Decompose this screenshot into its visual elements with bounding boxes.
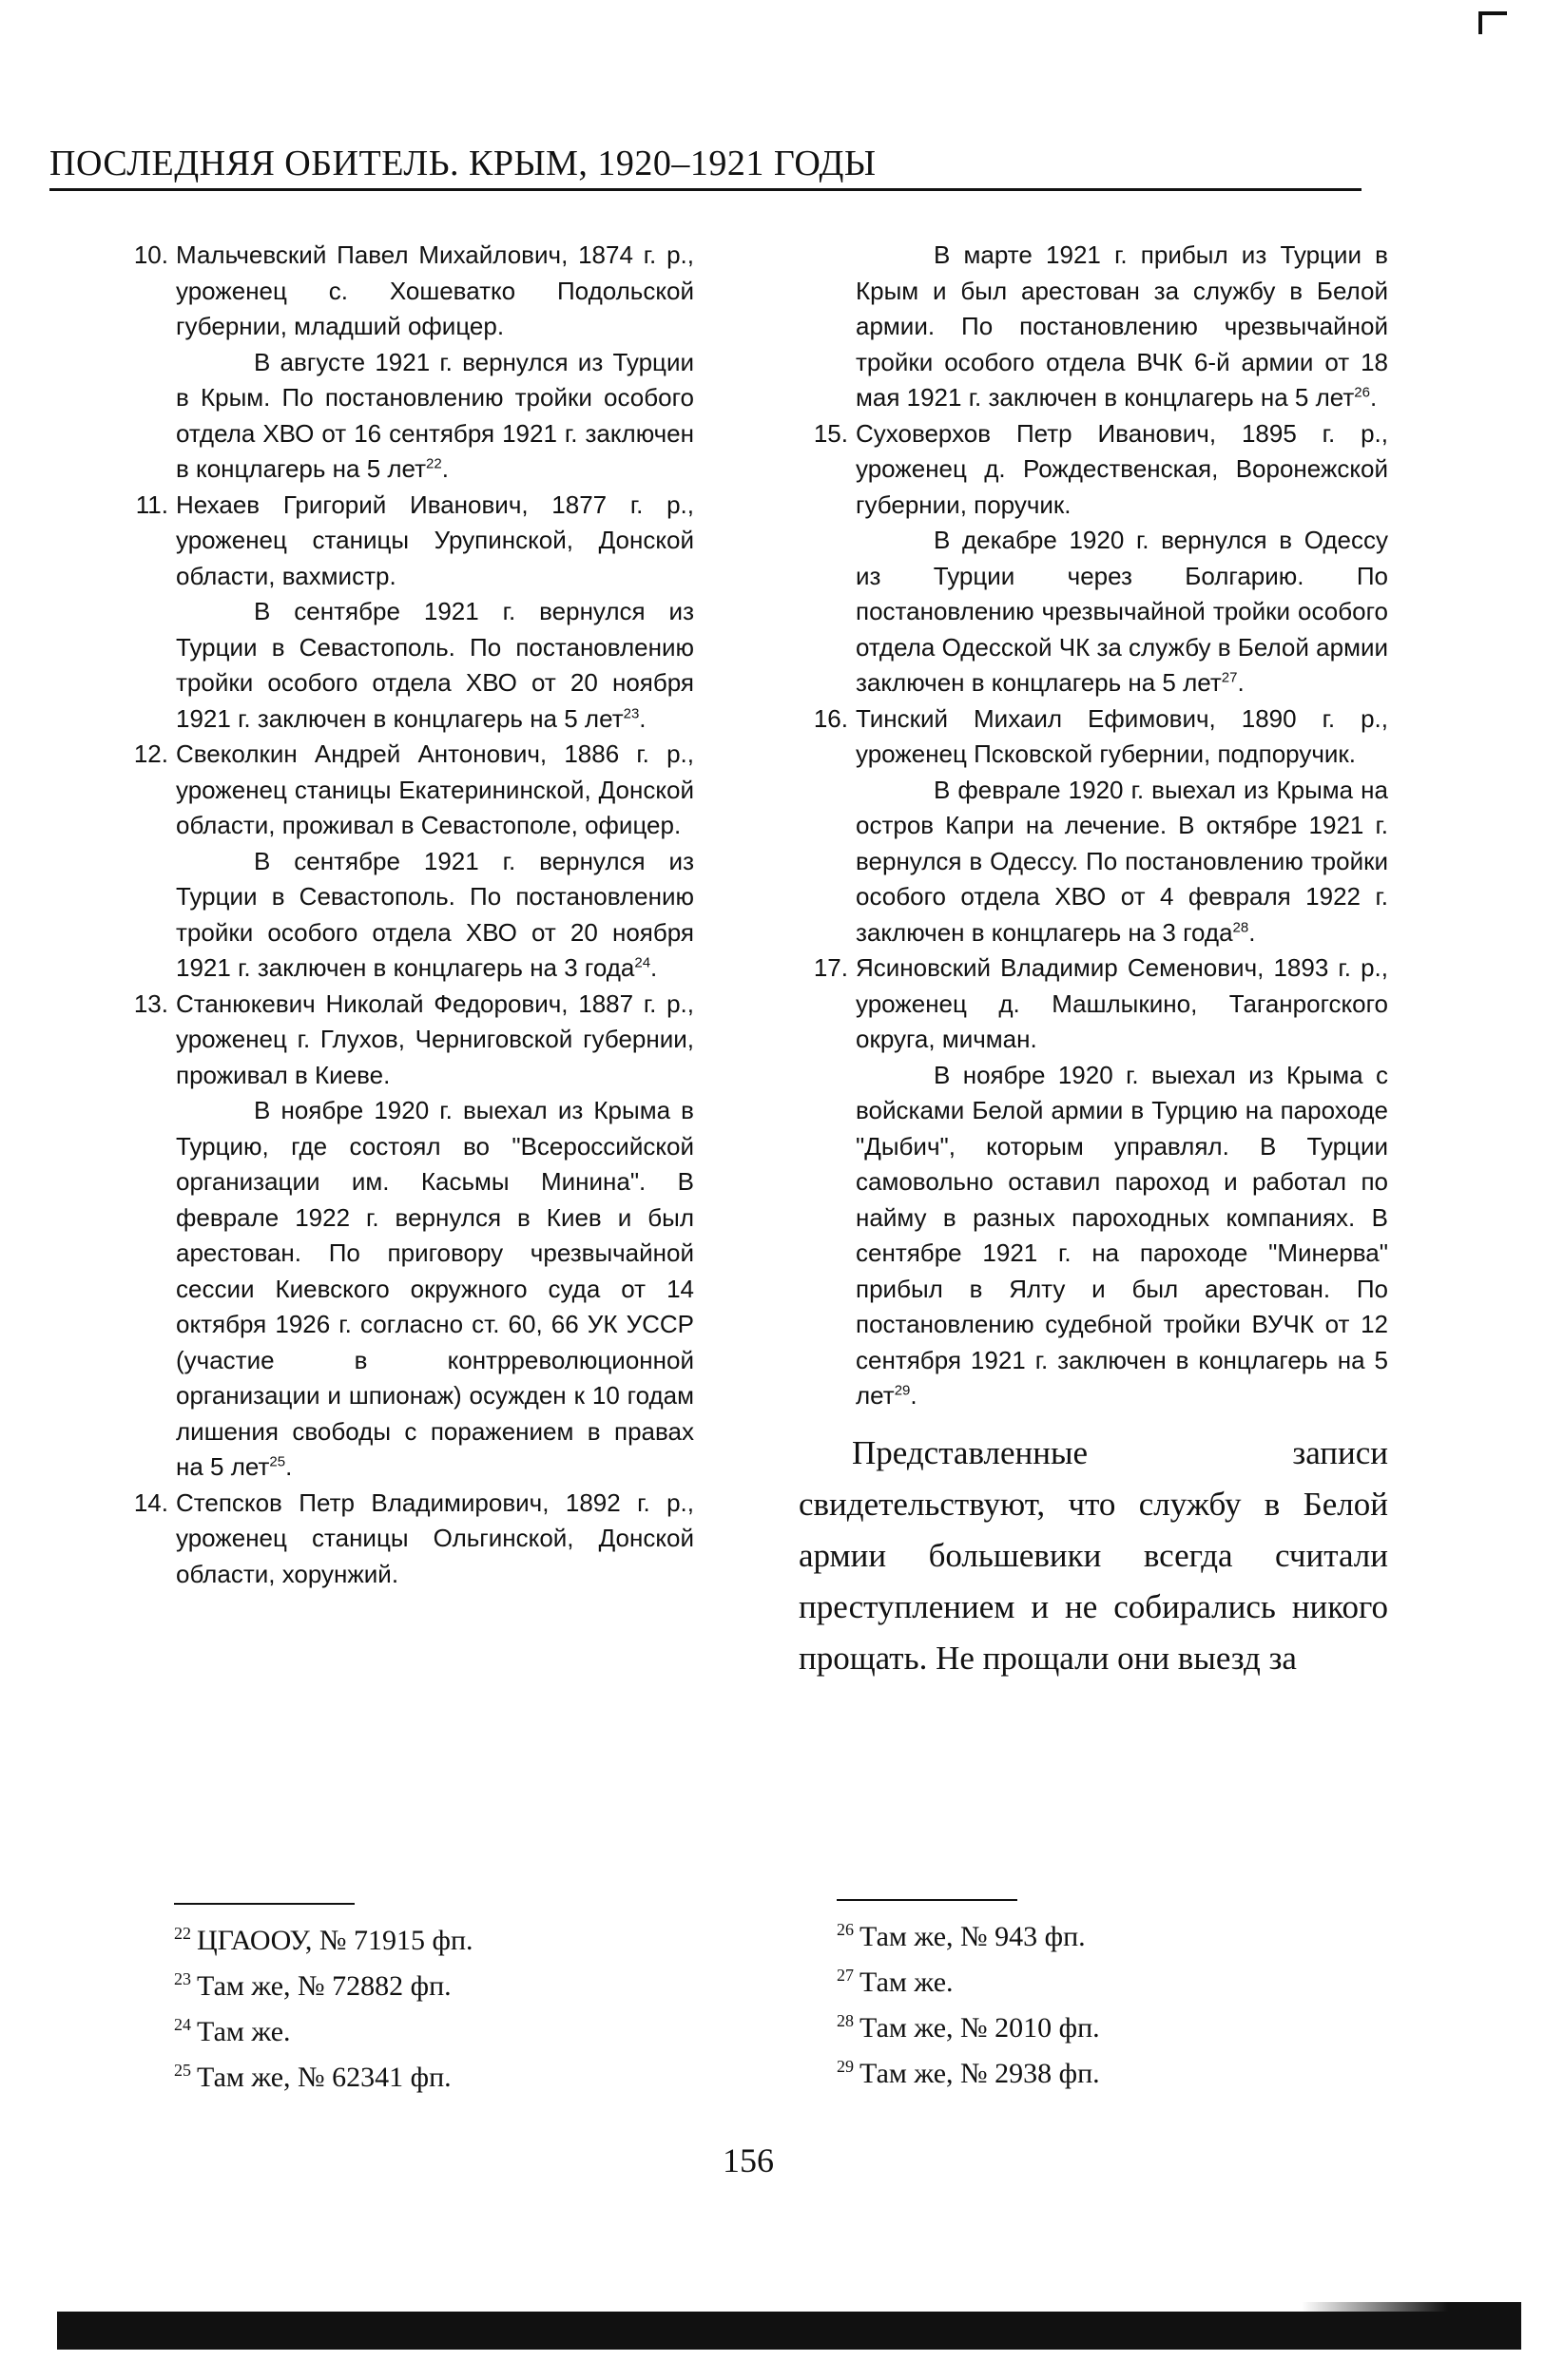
footnote-text: Там же.: [859, 1967, 954, 1998]
biography-entry: [119, 488, 694, 738]
entry-detail: В ноябре 1920 г. выехал из Крыма в Турцию, где состоял во "Всероссийской организации им. Касьмы Минина". В феврале 1922 г. вернулся в Киев и был арестован. По приговору чрезвычайной сессии Киевского окружного суда от 14 октября 1926 г. согласно ст. 60, 66 УК УССР (участие в контрреволюционной организации и шпионаж) осужден к 10 годам лишения свободы с поражением в правах на 5 лет$^{25}$.: [176, 1096, 694, 1481]
entry-bio: Ясиновский Владимир Семенович, 1893 г. р., уроженец д. Машлыкино, Таганрогского округа, мичман.: [856, 953, 1388, 1053]
footnote-ref: 27: [1221, 669, 1238, 686]
biography-entry: [119, 1486, 694, 1593]
biography-entry: [119, 238, 694, 488]
footnote: [837, 1960, 1100, 2006]
footnote: [837, 2006, 1100, 2051]
entry-number: 17.: [813, 953, 848, 982]
entry-number: 11.: [135, 489, 168, 519]
entry-bio: Станюкевич Николай Федорович, 1887 г. р., уроженец г. Глухов, Черниговской губернии, проживал в Киеве.: [176, 988, 694, 1089]
entry-number: 13.: [133, 988, 168, 1018]
entry-number: 14.: [133, 1488, 168, 1517]
essay-paragraph: Представленные записи свидетельствуют, что службу в Белой армии большевики всегда считали преступлением и не собирались никого прощать. Не прощали они выезд за: [799, 1433, 1388, 1677]
footnote: [174, 1964, 473, 2009]
biography-entry: [799, 701, 1388, 951]
entry-number: 15.: [813, 418, 848, 448]
entry-detail-text: В феврале 1920 г. выехал из Крыма на остров Капри на лечение. В октябре 1921 г. вернулся в Одессу. По постановлению тройки особого отдела ХВО от 4 февраля 1922 г. заключен в концлагерь на 3 года: [856, 775, 1388, 947]
entry-detail-text: В марте 1921 г. прибыл из Турции в Крым и был арестован за службу в Белой армии. По постановлению чрезвычайной тройки особого отдела ВЧК 6-й армии от 18 мая 1921 г. заключен в концлагерь на 5 лет: [856, 240, 1388, 412]
footnote-rule-right: [837, 1899, 1017, 1901]
entry-bio: Тинский Михаил Ефимович, 1890 г. р., уроженец Псковской губернии, подпоручик.: [856, 703, 1388, 768]
entry-number: 12.: [133, 739, 168, 768]
biography-entry: [799, 416, 1388, 701]
footnote-number: 24: [174, 2015, 191, 2034]
footnote: [174, 2009, 473, 2055]
footnote-text: ЦГАООУ, № 71915 фп.: [197, 1925, 473, 1956]
footnote-number: 29: [837, 2057, 854, 2076]
entry-bio: Мальчевский Павел Михайлович, 1874 г. р., уроженец с. Хошеватко Подольской губернии, младший офицер.: [176, 240, 694, 340]
footnote-rule-left: [174, 1903, 355, 1905]
footnote: [174, 2055, 473, 2101]
entry-bio: Нехаев Григорий Иванович, 1877 г. р., уроженец станицы Урупинской, Донской области, вахмистр.: [176, 489, 694, 590]
footnote-text: Там же, № 72882 фп.: [197, 1970, 452, 2002]
entry-detail-text: В августе 1921 г. вернулся из Турции в Крым. По постановлению тройки особого отдела ХВО от 16 сентября 1921 г. заключен в концлагерь на 5 лет: [176, 347, 694, 483]
biography-entry: [799, 950, 1388, 1414]
entry-detail: В марте 1921 г. прибыл из Турции в Крым и был арестован за службу в Белой армии. По постановлению чрезвычайной тройки особого отдела ВЧК 6-й армии от 18 мая 1921 г. заключен в концлагерь на 5 лет$^{26}$.: [856, 240, 1388, 412]
footnote-number: 22: [174, 1924, 191, 1943]
footnote-number: 25: [174, 2061, 191, 2080]
entry-detail: В феврале 1920 г. выехал из Крыма на остров Капри на лечение. В октябре 1921 г. вернулся в Одессу. По постановлению тройки особого отдела ХВО от 4 февраля 1922 г. заключен в концлагерь на 3 года$^{28}$.: [856, 775, 1388, 947]
footnote-number: 26: [837, 1920, 854, 1939]
entry-detail: В сентябре 1921 г. вернулся из Турции в Севастополь. По постановлению тройки особого отдела ХВО от 20 ноября 1921 г. заключен в концлагерь на 5 лет$^{23}$.: [176, 597, 694, 733]
right-column: [799, 238, 1388, 1684]
biography-entry-continued: [799, 238, 1388, 416]
footnote-ref: 23: [623, 704, 640, 721]
entry-bio: Степсков Петр Владимирович, 1892 г. р., уроженец станицы Ольгинской, Донской области, хорунжий.: [176, 1488, 694, 1588]
entry-detail-text: В ноябре 1920 г. выехал из Крыма в Турцию, где состоял во "Всероссийской организации им. Касьмы Минина". В феврале 1922 г. вернулся в Киев и был арестован. По приговору чрезвычайной сессии Киевского окружного суда от 14 октября 1926 г. согласно ст. 60, 66 УК УССР (участие в контрреволюционной организации и шпионаж) осужден к 10 годам лишения свободы с поражением в правах на 5 лет: [176, 1096, 694, 1481]
footnote-text: Там же, № 62341 фп.: [197, 2062, 452, 2093]
footnote-ref: 26: [1354, 384, 1370, 401]
running-header: [49, 143, 1362, 191]
biography-entry: [119, 737, 694, 987]
entry-number: 16.: [813, 703, 848, 733]
footnotes-left: [174, 1918, 473, 2101]
entry-detail: В августе 1921 г. вернулся из Турции в Крым. По постановлению тройки особого отдела ХВО от 16 сентября 1921 г. заключен в концлагерь на 5 лет$^{22}$.: [176, 347, 694, 483]
footnote-ref: 22: [426, 455, 442, 472]
entry-bio: Свеколкин Андрей Антонович, 1886 г. р., уроженец станицы Екатерининской, Донской области, проживал в Севастополе, офицер.: [176, 739, 694, 839]
footnote-number: 27: [837, 1966, 854, 1985]
footnote-ref: 24: [634, 954, 651, 971]
footnote: [837, 1914, 1100, 1960]
footnote: [174, 1918, 473, 1964]
footnotes-right: [837, 1914, 1100, 2097]
footnote-number: 23: [174, 1969, 191, 1988]
biography-entry: [119, 987, 694, 1486]
entry-detail-text: В ноябре 1920 г. выехал из Крыма с войсками Белой армии в Турцию на пароходе "Дыбич", которым управлял. В Турции самовольно оставил пароход и работал по найму в разных пароходных компаниях. В сентябре 1921 г. на пароходе "Минерва" прибыл в Ялту и был арестован. По постановлению судебной тройки ВУЧК от 12 сентября 1921 г. заключен в концлагерь на 5 лет: [856, 1060, 1388, 1410]
entry-detail: В ноябре 1920 г. выехал из Крыма с войсками Белой армии в Турцию на пароходе "Дыбич", которым управлял. В Турции самовольно оставил пароход и работал по найму в разных пароходных компаниях. В сентябре 1921 г. на пароходе "Минерва" прибыл в Ялту и был арестован. По постановлению судебной тройки ВУЧК от 12 сентября 1921 г. заключен в концлагерь на 5 лет$^{29}$.: [856, 1060, 1388, 1410]
corner-crop-mark: [1478, 11, 1507, 34]
footnote-text: Там же, № 2010 фп.: [859, 2012, 1100, 2044]
page-number: 156: [723, 2141, 774, 2179]
left-column: [119, 238, 694, 1592]
footnote-ref: 25: [269, 1453, 286, 1470]
entry-number: 10.: [133, 240, 168, 269]
footnote-text: Там же.: [197, 2016, 291, 2047]
running-header-title: ПОСЛЕДНЯЯ ОБИТЕЛЬ. КРЫМ, 1920–1921 ГОДЫ: [49, 144, 877, 183]
entry-detail: В декабре 1920 г. вернулся в Одессу из Турции через Болгарию. По постановлению чрезвычайной тройки особого отдела Одесской ЧК за службу в Белой армии заключен в концлагерь на 5 лет$^{27}$.: [856, 526, 1388, 697]
footnote: [837, 2051, 1100, 2097]
entry-detail: В сентябре 1921 г. вернулся из Турции в Севастополь. По постановлению тройки особого отдела ХВО от 20 ноября 1921 г. заключен в концлагерь на 3 года$^{24}$.: [176, 846, 694, 982]
footnote-text: Там же, № 2938 фп.: [859, 2058, 1100, 2089]
footnote-ref: 28: [1232, 918, 1249, 935]
footnote-ref: 29: [894, 1382, 911, 1399]
entry-detail-text: В сентябре 1921 г. вернулся из Турции в Севастополь. По постановлению тройки особого отдела ХВО от 20 ноября 1921 г. заключен в концлагерь на 5 лет: [176, 597, 694, 733]
entry-detail-text: В декабре 1920 г. вернулся в Одессу из Турции через Болгарию. По постановлению чрезвычайной тройки особого отдела Одесской ЧК за службу в Белой армии заключен в концлагерь на 5 лет: [856, 526, 1388, 697]
scan-edge-bar: [57, 2312, 1521, 2350]
entry-bio: Суховерхов Петр Иванович, 1895 г. р., уроженец д. Рождественская, Воронежской губернии, поручик.: [856, 418, 1388, 519]
footnote-number: 28: [837, 2011, 854, 2030]
entry-detail-text: В сентябре 1921 г. вернулся из Турции в Севастополь. По постановлению тройки особого отдела ХВО от 20 ноября 1921 г. заключен в концлагерь на 3 года: [176, 846, 694, 982]
footnote-text: Там же, № 943 фп.: [859, 1921, 1086, 1952]
